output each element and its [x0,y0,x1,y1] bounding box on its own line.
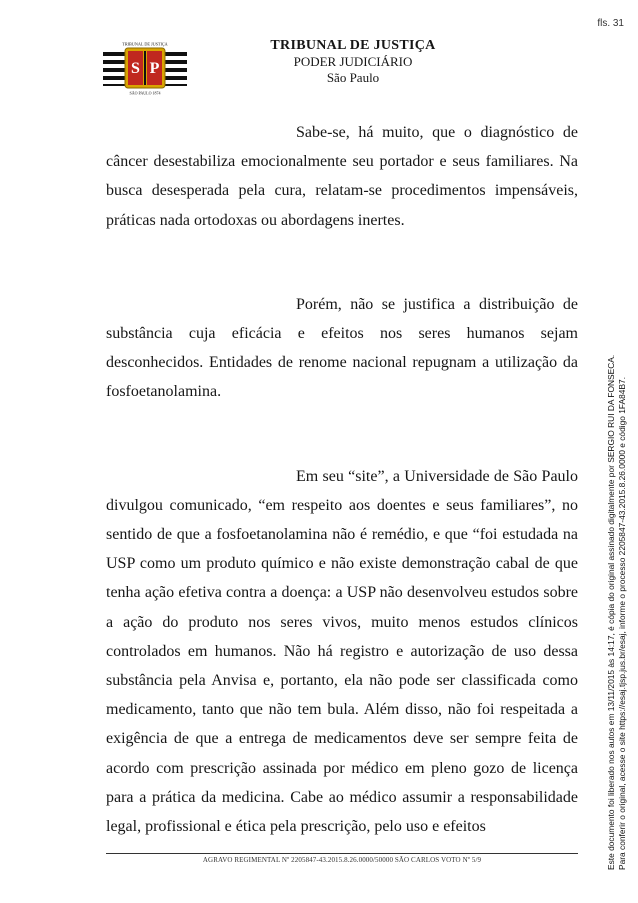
svg-text:S: S [131,60,140,77]
svg-text:SÃO PAULO 1874: SÃO PAULO 1874 [129,90,161,96]
court-seal-logo [103,38,187,98]
footer-divider [106,853,578,854]
document-header [240,38,466,86]
digital-signature-note [606,270,628,870]
document-body [106,118,578,841]
paragraph-1: Sabe-se, há muito, que o diagnóstico de câncer desestabiliza emocionalmente seu portador e seus familiares. Na busca desesperada pela cura, relatam-se procedimentos impensáveis, práticas nada ortodoxas ou abordagens inertes. [106,124,578,229]
signature-note-line-1: Este documento foi liberado nos autos em 13/11/2015 às 14:17, é cópia do original assinado digitalmente por SERGIO RUI DA FONSECA. [606,354,616,870]
paragraph-3: Em seu “site”, a Universidade de São Paulo divulgou comunicado, “em respeito aos doentes e seus familiares”, no sentido de que a fosfoetanolamina não é remédio, e que “foi estudada na USP como um produto químico e não existe demonstração cabal de que tenha ação efetiva contra a doença: a USP não desenvolveu estudos sobre a ação do produto nos seres vivos, muito menos estudos clínicos controlados em humanos. Não há registro e autorização de uso dessa substância pela Anvisa e, portanto, ela não pode ser classificada como medicamento, tanto que não tem bula. Além disso, não foi respeitada a exigência de que a entrega de medicamentos deve ser sempre feita de acordo com prescrição assinada por médico em pleno gozo de licença para a prática da medicina. Cabe ao médico assumir a responsabilidade legal, profissional e ética pela prescrição, pelo uso e efeitos [106,467,578,836]
svg-text:TRIBUNAL DE JUSTIÇA: TRIBUNAL DE JUSTIÇA [122,41,168,47]
branch-name: PODER JUDICIÁRIO [293,54,413,69]
footer-reference: AGRAVO REGIMENTAL Nº 2205847-43.2015.8.26.0000/50000 SÃO CARLOS VOTO Nº 5/9 [202,856,482,864]
page-number-marker: fls. 31 [597,18,624,29]
paragraph-2: Porém, não se justifica a distribuição de substância cuja eficácia e efeitos nos seres humanos sejam desconhecidos. Entidades de renome nacional repugnam a utilização da fosfoetanolamina. [106,295,578,401]
city-name: São Paulo [326,70,380,85]
court-name: TRIBUNAL DE JUSTIÇA [270,38,436,53]
svg-text:P: P [149,60,160,77]
signature-note-line-2: Para conferir o original, acesse o site https://esaj.tjsp.jus.br/esaj, informe o processo 2205847-43.2015.8.26.0000 e código 1FA84B7. [617,376,627,870]
